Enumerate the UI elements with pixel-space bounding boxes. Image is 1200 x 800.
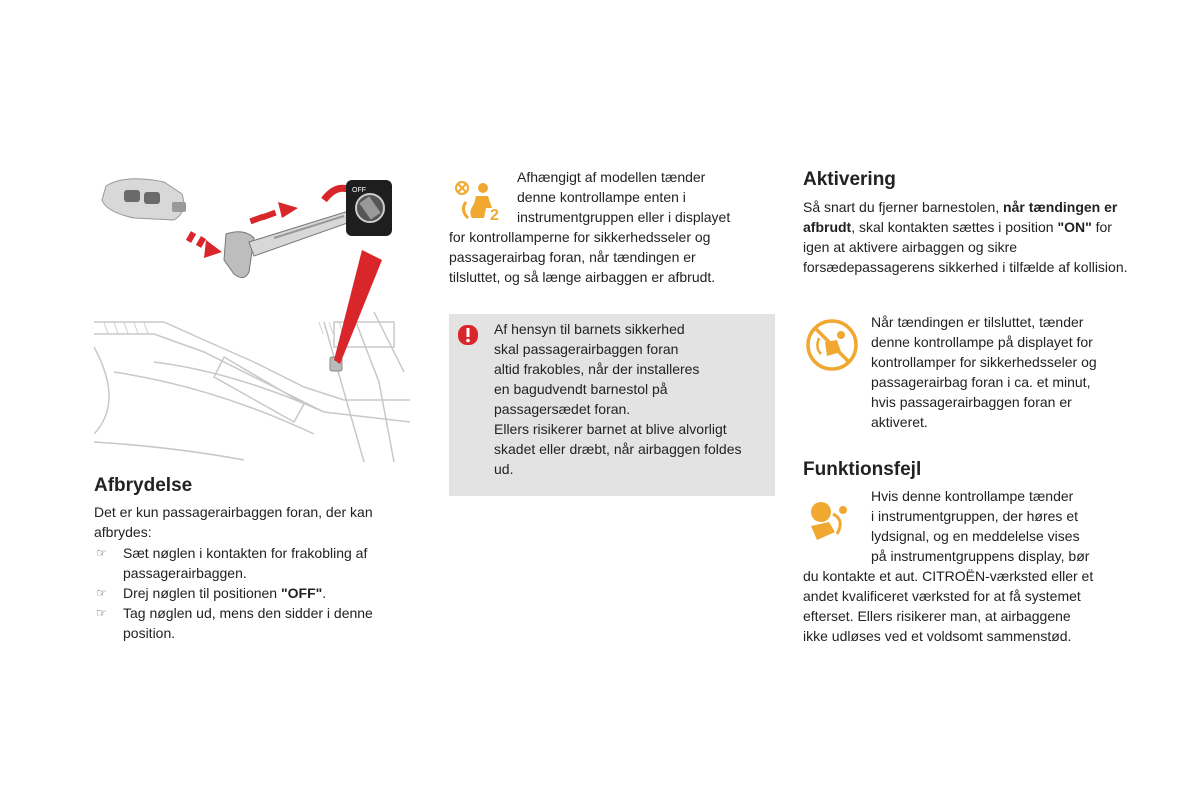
afbrydelse-steps-list	[94, 543, 410, 643]
svg-text:OFF: OFF	[352, 187, 366, 194]
warning-box	[449, 314, 775, 496]
fault-description: Hvis denne kontrollampe tænder i instrumentgruppen, der høres et lydsignal, og en meddelelse vises på instrumentgruppens display, bør du kontakte et aut. CITROËN-værksted eller et andet kvalificeret værksted for at få systemet efterset. Ellers risikerer man, at airbaggene ikke udløses ved et voldsomt sammenstød.	[803, 488, 1094, 644]
warning-text: Af hensyn til barnets sikkerhed skal passagerairbaggen foran altid frakobles, når der installeres en bagudvendt barnestol på passagersædet foran. Ellers risikerer barnet at blive alvorligt skadet eller dræbt, når airbaggen foldes ud.	[494, 321, 742, 477]
list-item: ☞ Sæt nøglen i kontakten for frakobling af passagerairbaggen.	[96, 545, 368, 581]
pointing-hand-icon: ☞	[96, 606, 107, 620]
afbrydelse-heading: Afbrydelse	[94, 475, 193, 496]
pointing-hand-icon: ☞	[96, 586, 107, 600]
aktivering-body: Så snart du fjerner barnestolen, når tændingen er afbrudt, skal kontakten sættes i position "ON" for igen at aktivere airbaggen og sikre forsædepassagerens sikkerhed i tilfælde af kollision.	[803, 199, 1128, 275]
aktivering-heading: Aktivering	[803, 169, 896, 190]
key-and-airbag-switch-illustration	[94, 172, 410, 462]
svg-text:2: 2	[490, 207, 499, 222]
list-item: ☞ Drej nøglen til positionen "OFF".	[96, 585, 327, 601]
afbrydelse-intro: Det er kun passagerairbaggen foran, der kan afbrydes:	[94, 504, 373, 540]
airbag-activated-description: Når tændingen er tilsluttet, tænder denne kontrollampe på displayet for kontrollamper for sikkerhedsseler og passagerairbag foran i ca. et minut, hvis passagerairbaggen foran er aktiveret.	[871, 314, 1097, 430]
list-item: ☞ Tag nøglen ud, mens den sidder i denne position.	[96, 605, 373, 641]
warning-lamp-description: Afhængigt af modellen tænder denne kontrollampe enten i instrumentgruppen eller i displayet for kontrollamperne for sikkerhedsseler og passagerairbag foran, når tændingen er tilsluttet, og så længe airbaggen er afbrudt.	[449, 169, 731, 285]
pointing-hand-icon: ☞	[96, 546, 107, 560]
airbag-off-lamp-icon	[805, 318, 859, 372]
exclamation-warning-icon	[457, 324, 479, 346]
funktionsfejl-heading: Funktionsfejl	[803, 459, 922, 480]
